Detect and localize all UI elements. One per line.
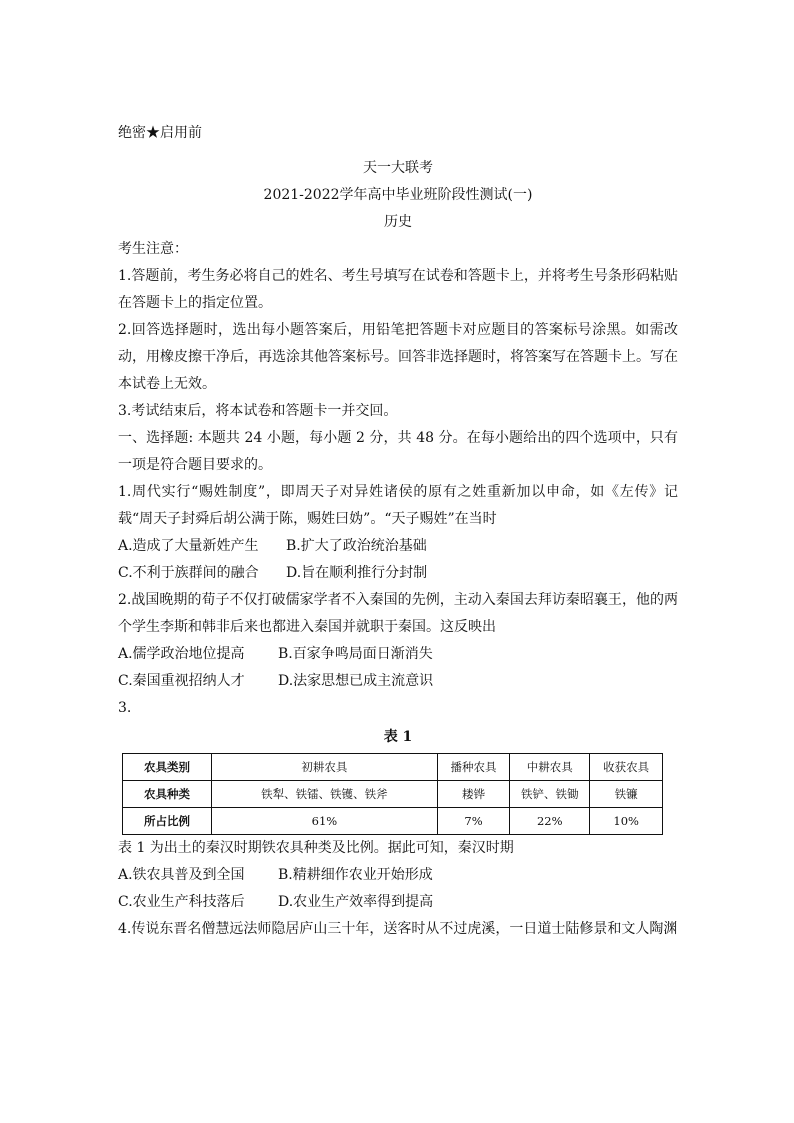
table-cell: 铁犁、铁镭、铁镬、铁斧 [211, 781, 437, 808]
question-3-options-row-2 [118, 889, 678, 916]
question-2-options-row-2 [118, 668, 678, 695]
table-cell: 中耕农具 [510, 754, 590, 781]
table-cell: 铁铲、铁锄 [510, 781, 590, 808]
table-cell: 播种农具 [437, 754, 509, 781]
question-2-option-c: C.秦国重视招纳人才 [118, 673, 245, 689]
question-3-options-row-1 [118, 862, 678, 889]
question-1-option-d: D.旨在顺利推行分封制 [286, 565, 428, 581]
table-row [123, 754, 663, 781]
question-3-option-d: D.农业生产效率得到提高 [278, 894, 434, 910]
question-2-option-b: B.百家争鸣局面日渐消失 [278, 646, 433, 662]
question-2-option-a: A.儒学政治地位提高 [118, 646, 245, 662]
question-3-option-b: B.精耕细作农业开始形成 [278, 867, 433, 883]
question-2-option-d: D.法家思想已成主流意识 [278, 673, 434, 689]
notice-item-3: 3.考试结束后，将本试卷和答题卡一并交回。 [118, 403, 398, 419]
notice-title: 考生注意： [118, 241, 188, 257]
table-cell: 所占比例 [123, 808, 212, 835]
table-cell: 收获农具 [590, 754, 663, 781]
table-cell: 61% [211, 808, 437, 835]
exam-organizer: 天一大联考 [363, 160, 433, 176]
table-cell: 铁镰 [590, 781, 663, 808]
table-cell: 农具种类 [123, 781, 212, 808]
table-cell: 10% [590, 808, 663, 835]
exam-page [118, 120, 678, 943]
question-1-option-a: A.造成了大量新姓产生 [118, 538, 259, 554]
question-3-option-c: C.农业生产科技落后 [118, 894, 245, 910]
notice-item-2: 2.回答选择题时，选出每小题答案后，用铅笔把答题卡对应题目的答案标号涂黑。如需改动，用橡皮擦干净后，再选涂其他答案标号。回答非选择题时，将答案写在答题卡上。写在本试卷上无效。 [118, 322, 678, 392]
question-1-options-row-2 [118, 560, 678, 587]
question-1-options-row-1 [118, 533, 678, 560]
table-cell: 22% [510, 808, 590, 835]
question-1-option-c: C.不利于族群间的融合 [118, 565, 259, 581]
question-3-option-a: A.铁农具普及到全国 [118, 867, 245, 883]
table-row [123, 781, 663, 808]
farm-tools-table [122, 753, 663, 835]
table-1-caption: 表 1 [383, 729, 413, 745]
question-2-options-row-1 [118, 641, 678, 668]
question-3-number: 3. [118, 700, 132, 716]
question-3-stem: 表 1 为出土的秦汉时期铁农具种类及比例。据此可知，秦汉时期 [118, 840, 514, 856]
table-row [123, 808, 663, 835]
notice-item-1: 1.答题前，考生务必将自己的姓名、考生号填写在试卷和答题卡上，并将考生号条形码粘贴在答题卡上的指定位置。 [118, 268, 678, 311]
question-4-stem: 4.传说东晋名僧慧远法师隐居庐山三十年，送客时从不过虎溪，一日道士陆修景和文人陶渊 [118, 921, 678, 937]
exam-subject: 历史 [384, 214, 412, 230]
section-heading: 一、选择题: 本题共 24 小题，每小题 2 分，共 48 分。在每小题给出的四个选项中，只有一项是符合题目要求的。 [118, 430, 678, 473]
question-1-option-b: B.扩大了政治统治基础 [286, 538, 427, 554]
confidential-mark: 绝密★启用前 [118, 125, 202, 141]
question-1-stem: 1.周代实行“赐姓制度”，即周天子对异姓诸侯的原有之姓重新加以申命，如《左传》记载“周天子封舜后胡公满于陈，赐姓曰妫”。“天子赐姓”在当时 [118, 484, 678, 527]
table-cell: 耧铧 [437, 781, 509, 808]
exam-title: 2021-2022学年高中毕业班阶段性测试(一) [263, 187, 533, 203]
question-2-stem: 2.战国晚期的荀子不仅打破儒家学者不入秦国的先例，主动入秦国去拜访秦昭襄王，他的两个学生李斯和韩非后来也都进入秦国并就职于秦国。这反映出 [118, 592, 678, 635]
table-cell: 农具类别 [123, 754, 212, 781]
table-cell: 初耕农具 [211, 754, 437, 781]
table-cell: 7% [437, 808, 509, 835]
